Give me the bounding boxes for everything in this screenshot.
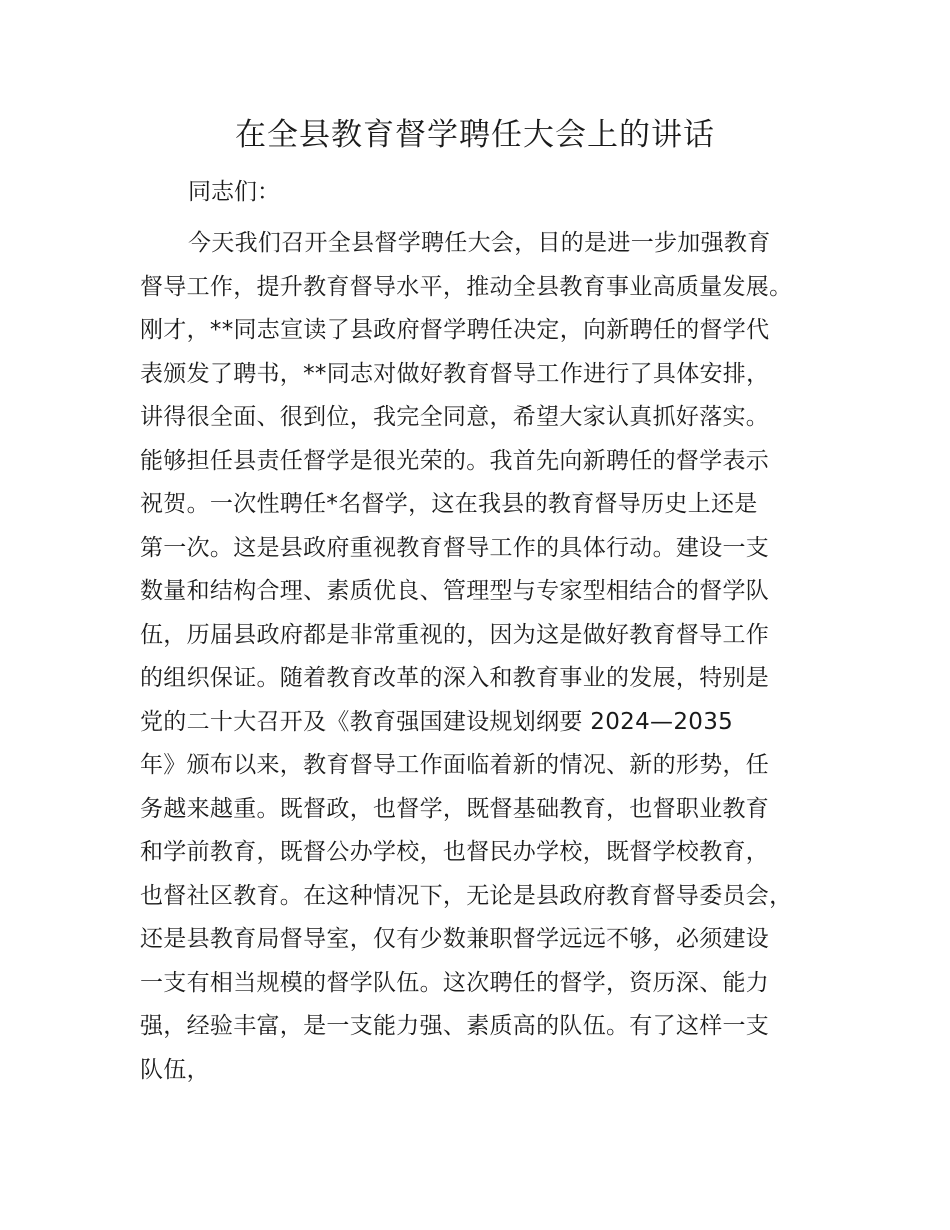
- text-line: 一支有相当规模的督学队伍。这次聘任的督学，资历深、能力: [140, 969, 770, 996]
- text-line: 还是县教育局督导室，仅有少数兼职督学远远不够，必须建设: [140, 926, 770, 952]
- text-line: 讲得很全面、很到位，我完全同意，希望大家认真抓好落实。: [140, 404, 770, 430]
- text-line: 督导工作，提升教育督导水平，推动全县教育事业高质量发展。: [140, 273, 793, 300]
- text-line: 刚才，**同志宣读了县政府督学聘任决定，向新聘任的督学代: [140, 317, 770, 343]
- text-line: 今天我们召开全县督学聘任大会，目的是进一步加强教育: [188, 230, 771, 256]
- text-line: 数量和结构合理、素质优良、管理型与专家型相结合的督学队: [140, 578, 770, 604]
- text-line: 党的二十大召开及《教育强国建设规划纲要 2024—2035: [140, 708, 734, 735]
- text-line: 祝贺。一次性聘任*名督学，这在我县的教育督导历史上还是: [140, 491, 758, 517]
- salutation: 同志们：: [188, 179, 280, 205]
- text-line: 表颁发了聘书，**同志对做好教育督导工作进行了具体安排，: [140, 360, 770, 387]
- text-line: 能够担任县责任督学是很光荣的。我首先向新聘任的督学表示: [140, 447, 770, 474]
- text-line: 伍，历届县政府都是非常重视的，因为这是做好教育督导工作: [140, 621, 770, 648]
- text-line: 也督社区教育。在这种情况下，无论是县政府教育督导委员会，: [140, 882, 793, 909]
- text-line: 和学前教育，既督公办学校，也督民办学校，既督学校教育，: [140, 839, 770, 865]
- text-line: 的组织保证。随着教育改革的深入和教育事业的发展，特别是: [140, 665, 770, 691]
- text-line: 队伍，: [140, 1056, 210, 1083]
- text-line: 务越来越重。既督政，也督学，既督基础教育，也督职业教育: [140, 795, 770, 822]
- body-paragraph: [140, 222, 850, 1092]
- text-line: 第一次。这是县政府重视教育督导工作的具体行动。建设一支: [140, 534, 770, 561]
- page-title: 在全县教育督学聘任大会上的讲话: [235, 117, 715, 153]
- text-line: 年》颁布以来，教育督导工作面临着新的情况、新的形势，任: [140, 752, 770, 778]
- text-line: 强，经验丰富，是一支能力强、素质高的队伍。有了这样一支: [140, 1013, 770, 1039]
